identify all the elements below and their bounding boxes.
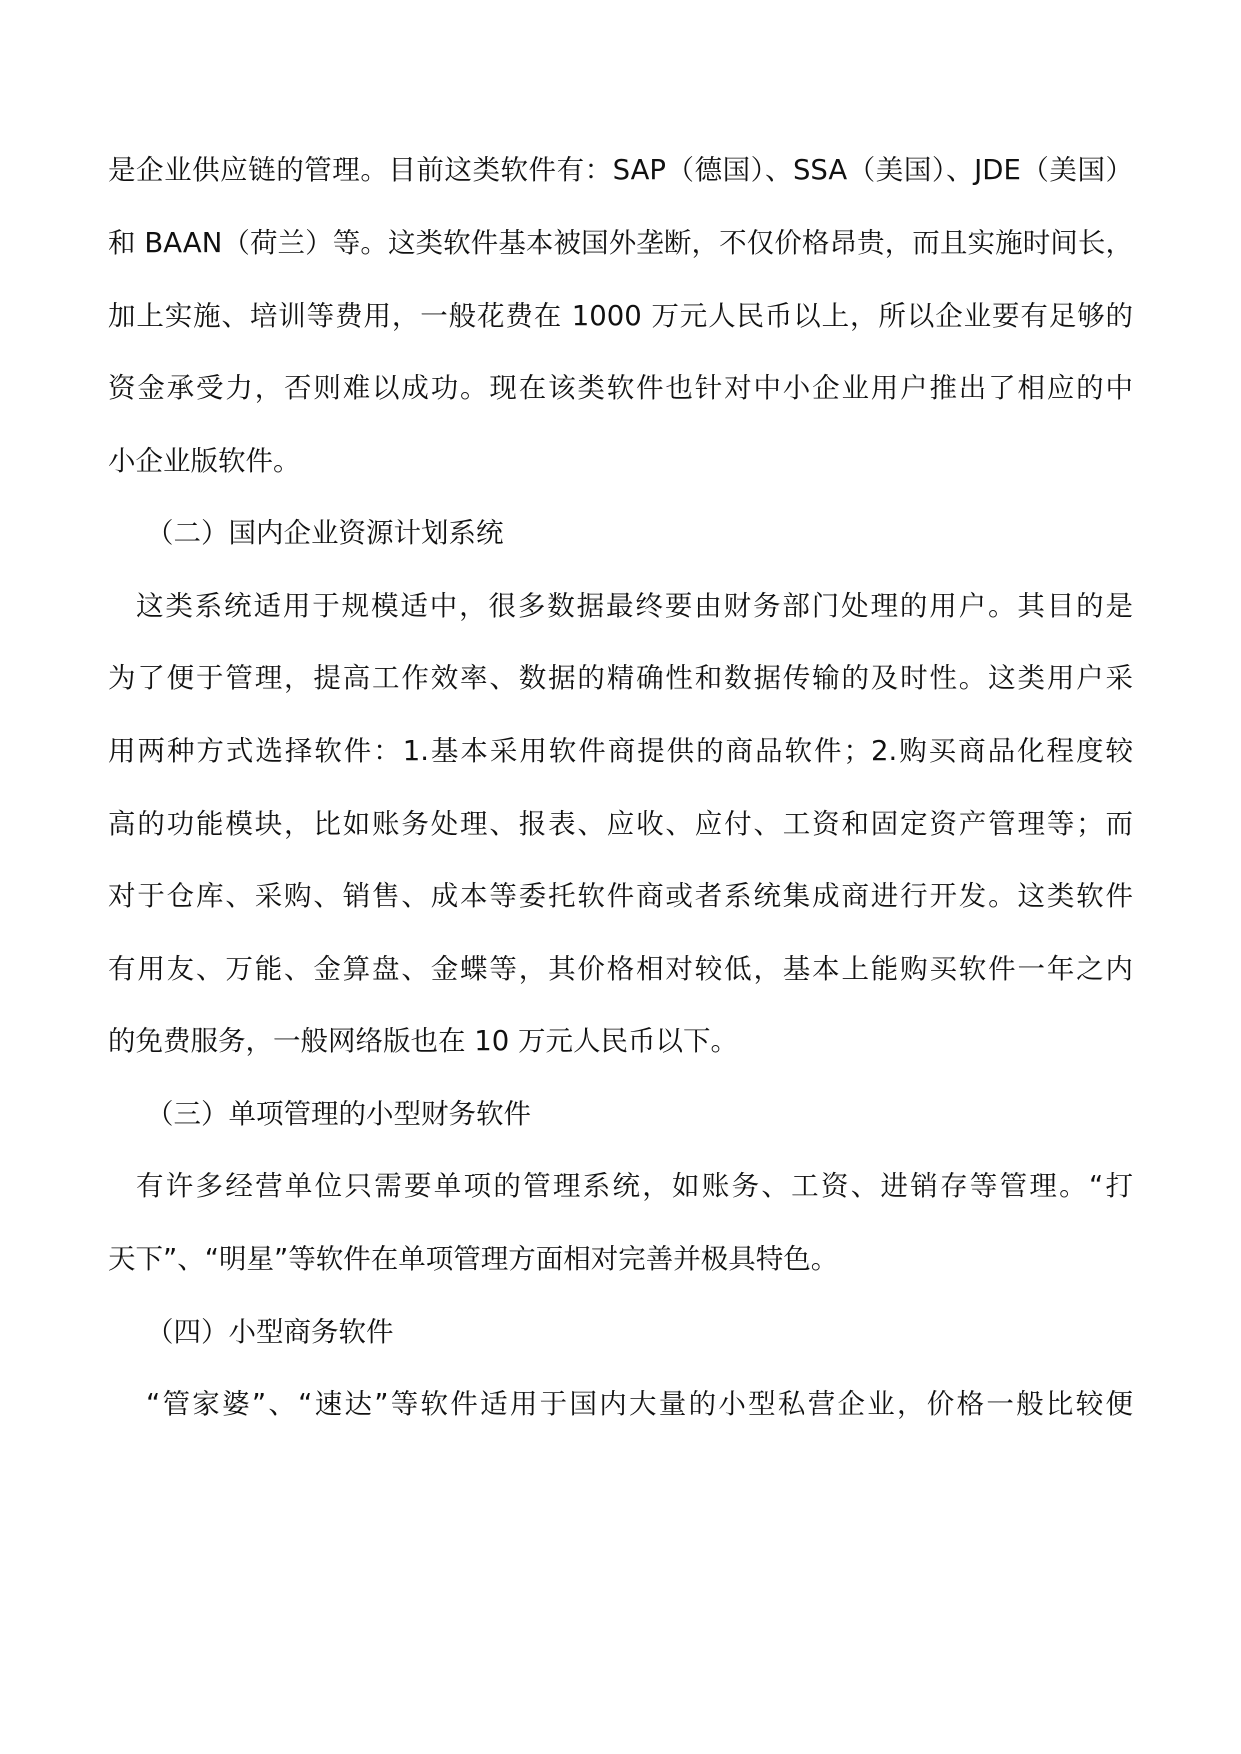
paragraph-1-line-2: 和 BAAN（荷兰）等。这类软件基本被国外垄断，不仅价格昂贵，而且实施时间长， bbox=[108, 227, 1133, 259]
paragraph-1-line-1: 是企业供应链的管理。目前这类软件有：SAP（德国）、SSA（美国）、JDE（美国） bbox=[108, 154, 1133, 186]
paragraph-1-line-5: 小企业版软件。 bbox=[108, 445, 301, 477]
paragraph-2-line-4: 高的功能模块，比如账务处理、报表、应收、应付、工资和固定资产管理等；而 bbox=[108, 808, 1133, 840]
paragraph-2-line-5: 对于仓库、采购、销售、成本等委托软件商或者系统集成商进行开发。这类软件 bbox=[108, 880, 1133, 912]
paragraph-3-line-2: 天下”、“明星”等软件在单项管理方面相对完善并极具特色。 bbox=[108, 1243, 839, 1275]
paragraph-2-line-1: 这类系统适用于规模适中，很多数据最终要由财务部门处理的用户。其目的是 bbox=[136, 590, 1133, 622]
paragraph-2-line-6: 有用友、万能、金算盘、金蝶等，其价格相对较低，基本上能购买软件一年之内 bbox=[108, 953, 1133, 985]
section-heading-2: （二）国内企业资源计划系统 bbox=[146, 517, 504, 549]
section-heading-4: （四）小型商务软件 bbox=[146, 1316, 394, 1348]
paragraph-4-line-1: “管家婆”、“速达”等软件适用于国内大量的小型私营企业，价格一般比较便 bbox=[146, 1388, 1133, 1420]
paragraph-1-line-4: 资金承受力，否则难以成功。现在该类软件也针对中小企业用户推出了相应的中 bbox=[108, 372, 1133, 404]
section-heading-3: （三）单项管理的小型财务软件 bbox=[146, 1098, 531, 1130]
paragraph-2-line-7: 的免费服务，一般网络版也在 10 万元人民币以下。 bbox=[108, 1025, 738, 1057]
paragraph-3-line-1: 有许多经营单位只需要单项的管理系统，如账务、工资、进销存等管理。“打 bbox=[136, 1170, 1133, 1202]
paragraph-2-line-2: 为了便于管理，提高工作效率、数据的精确性和数据传输的及时性。这类用户采 bbox=[108, 662, 1133, 694]
paragraph-1-line-3: 加上实施、培训等费用，一般花费在 1000 万元人民币以上，所以企业要有足够的 bbox=[108, 300, 1133, 332]
paragraph-2-line-3: 用两种方式选择软件：1.基本采用软件商提供的商品软件；2.购买商品化程度较 bbox=[108, 735, 1133, 767]
